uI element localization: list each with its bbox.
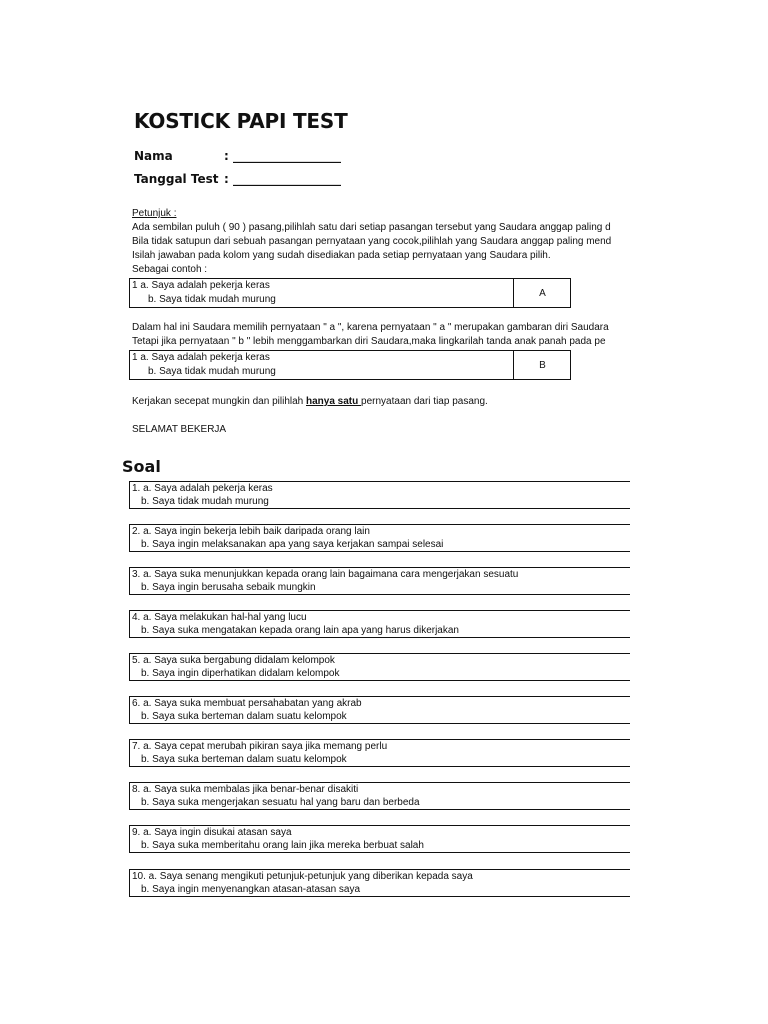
question-item: [129, 782, 630, 810]
test-date-field: [134, 172, 341, 186]
example-statement-b: b. Saya tidak mudah murung: [148, 294, 276, 305]
question-item: [129, 653, 630, 681]
question-item: [129, 481, 630, 509]
question-option-a: 10. a. Saya senang mengikuti petunjuk-petunjuk yang diberikan kepada saya: [132, 871, 473, 882]
explanation-line: Dalam hal ini Saudara memilih pernyataan " a ", karena pernyataan " a " merupakan gambaran diri Saudara: [132, 322, 609, 333]
instruction-line: Ada sembilan puluh ( 90 ) pasang,pilihlah satu dari setiap pasangan tersebut yang Saudara anggap paling d: [132, 222, 611, 233]
name-label: Nama: [134, 149, 173, 163]
example-answer-cell: B: [513, 351, 571, 379]
instruction-line: Isilah jawaban pada kolom yang sudah disediakan pada setiap pernyataan yang Saudara pilih.: [132, 250, 551, 261]
question-option-b: b. Saya ingin menyenangkan atasan-atasan saya: [141, 884, 361, 895]
question-item: [129, 825, 630, 853]
question-option-b: b. Saya ingin diperhatikan didalam kelompok: [141, 668, 340, 679]
question-option-b: b. Saya ingin melaksanakan apa yang saya kerjakan sampai selesai: [141, 539, 444, 550]
question-option-a: 3. a. Saya suka menunjukkan kepada orang lain bagaimana cara mengerjakan sesuatu: [132, 569, 519, 580]
question-item: [129, 524, 630, 552]
closing-suffix: pernyataan dari tiap pasang.: [361, 396, 488, 407]
question-item: [129, 869, 630, 897]
question-option-b: b. Saya suka berteman dalam suatu kelompok: [141, 754, 347, 765]
question-option-b: b. Saya tidak mudah murung: [141, 496, 269, 507]
example-statement-a: 1 a. Saya adalah pekerja keras: [132, 352, 270, 363]
closing-prefix: Kerjakan secepat mungkin dan pilihlah: [132, 396, 306, 407]
question-option-a: 1. a. Saya adalah pekerja keras: [132, 483, 273, 494]
name-field: [134, 149, 341, 163]
section-heading: Soal: [122, 457, 161, 476]
question-option-a: 4. a. Saya melakukan hal-hal yang lucu: [132, 612, 307, 623]
question-option-a: 2. a. Saya ingin bekerja lebih baik daripada orang lain: [132, 526, 370, 537]
question-item: [129, 739, 630, 767]
explanation-line: Tetapi jika pernyataan " b " lebih menggambarkan diri Saudara,maka lingkarilah tanda anak panah pada pe: [132, 336, 606, 347]
name-blank: : __________________: [224, 149, 341, 163]
question-option-a: 5. a. Saya suka bergabung didalam kelompok: [132, 655, 335, 666]
question-item: [129, 696, 630, 724]
example-label: Sebagai contoh :: [132, 264, 208, 275]
question-option-b: b. Saya suka mengerjakan sesuatu hal yang baru dan berbeda: [141, 797, 420, 808]
question-option-b: b. Saya suka memberitahu orang lain jika mereka berbuat salah: [141, 840, 424, 851]
question-item: [129, 610, 630, 638]
page-title: KOSTICK PAPI TEST: [134, 109, 348, 133]
instruction-line: Bila tidak satupun dari sebuah pasangan pernyataan yang cocok,pilihlah yang Saudara anggap paling mend: [132, 236, 612, 247]
test-date-label: Tanggal Test: [134, 172, 219, 186]
question-option-b: b. Saya ingin berusaha sebaik mungkin: [141, 582, 316, 593]
farewell-text: SELAMAT BEKERJA: [132, 424, 227, 435]
example-statement-b: b. Saya tidak mudah murung: [148, 366, 276, 377]
question-option-a: 6. a. Saya suka membuat persahabatan yang akrab: [132, 698, 362, 709]
test-date-blank: : __________________: [224, 172, 341, 186]
question-option-b: b. Saya suka berteman dalam suatu kelompok: [141, 711, 347, 722]
example-box-b: [129, 350, 571, 380]
question-item: [129, 567, 630, 595]
closing-instruction: [132, 396, 488, 407]
closing-emphasis: hanya satu: [306, 396, 362, 407]
question-option-a: 9. a. Saya ingin disukai atasan saya: [132, 827, 292, 838]
example-answer-cell: A: [513, 279, 571, 307]
instructions-heading: Petunjuk :: [132, 208, 177, 219]
example-statement-a: 1 a. Saya adalah pekerja keras: [132, 280, 270, 291]
example-box-a: [129, 278, 571, 308]
question-option-a: 7. a. Saya cepat merubah pikiran saya jika memang perlu: [132, 741, 388, 752]
question-option-b: b. Saya suka mengatakan kepada orang lain apa yang harus dikerjakan: [141, 625, 459, 636]
question-option-a: 8. a. Saya suka membalas jika benar-benar disakiti: [132, 784, 359, 795]
